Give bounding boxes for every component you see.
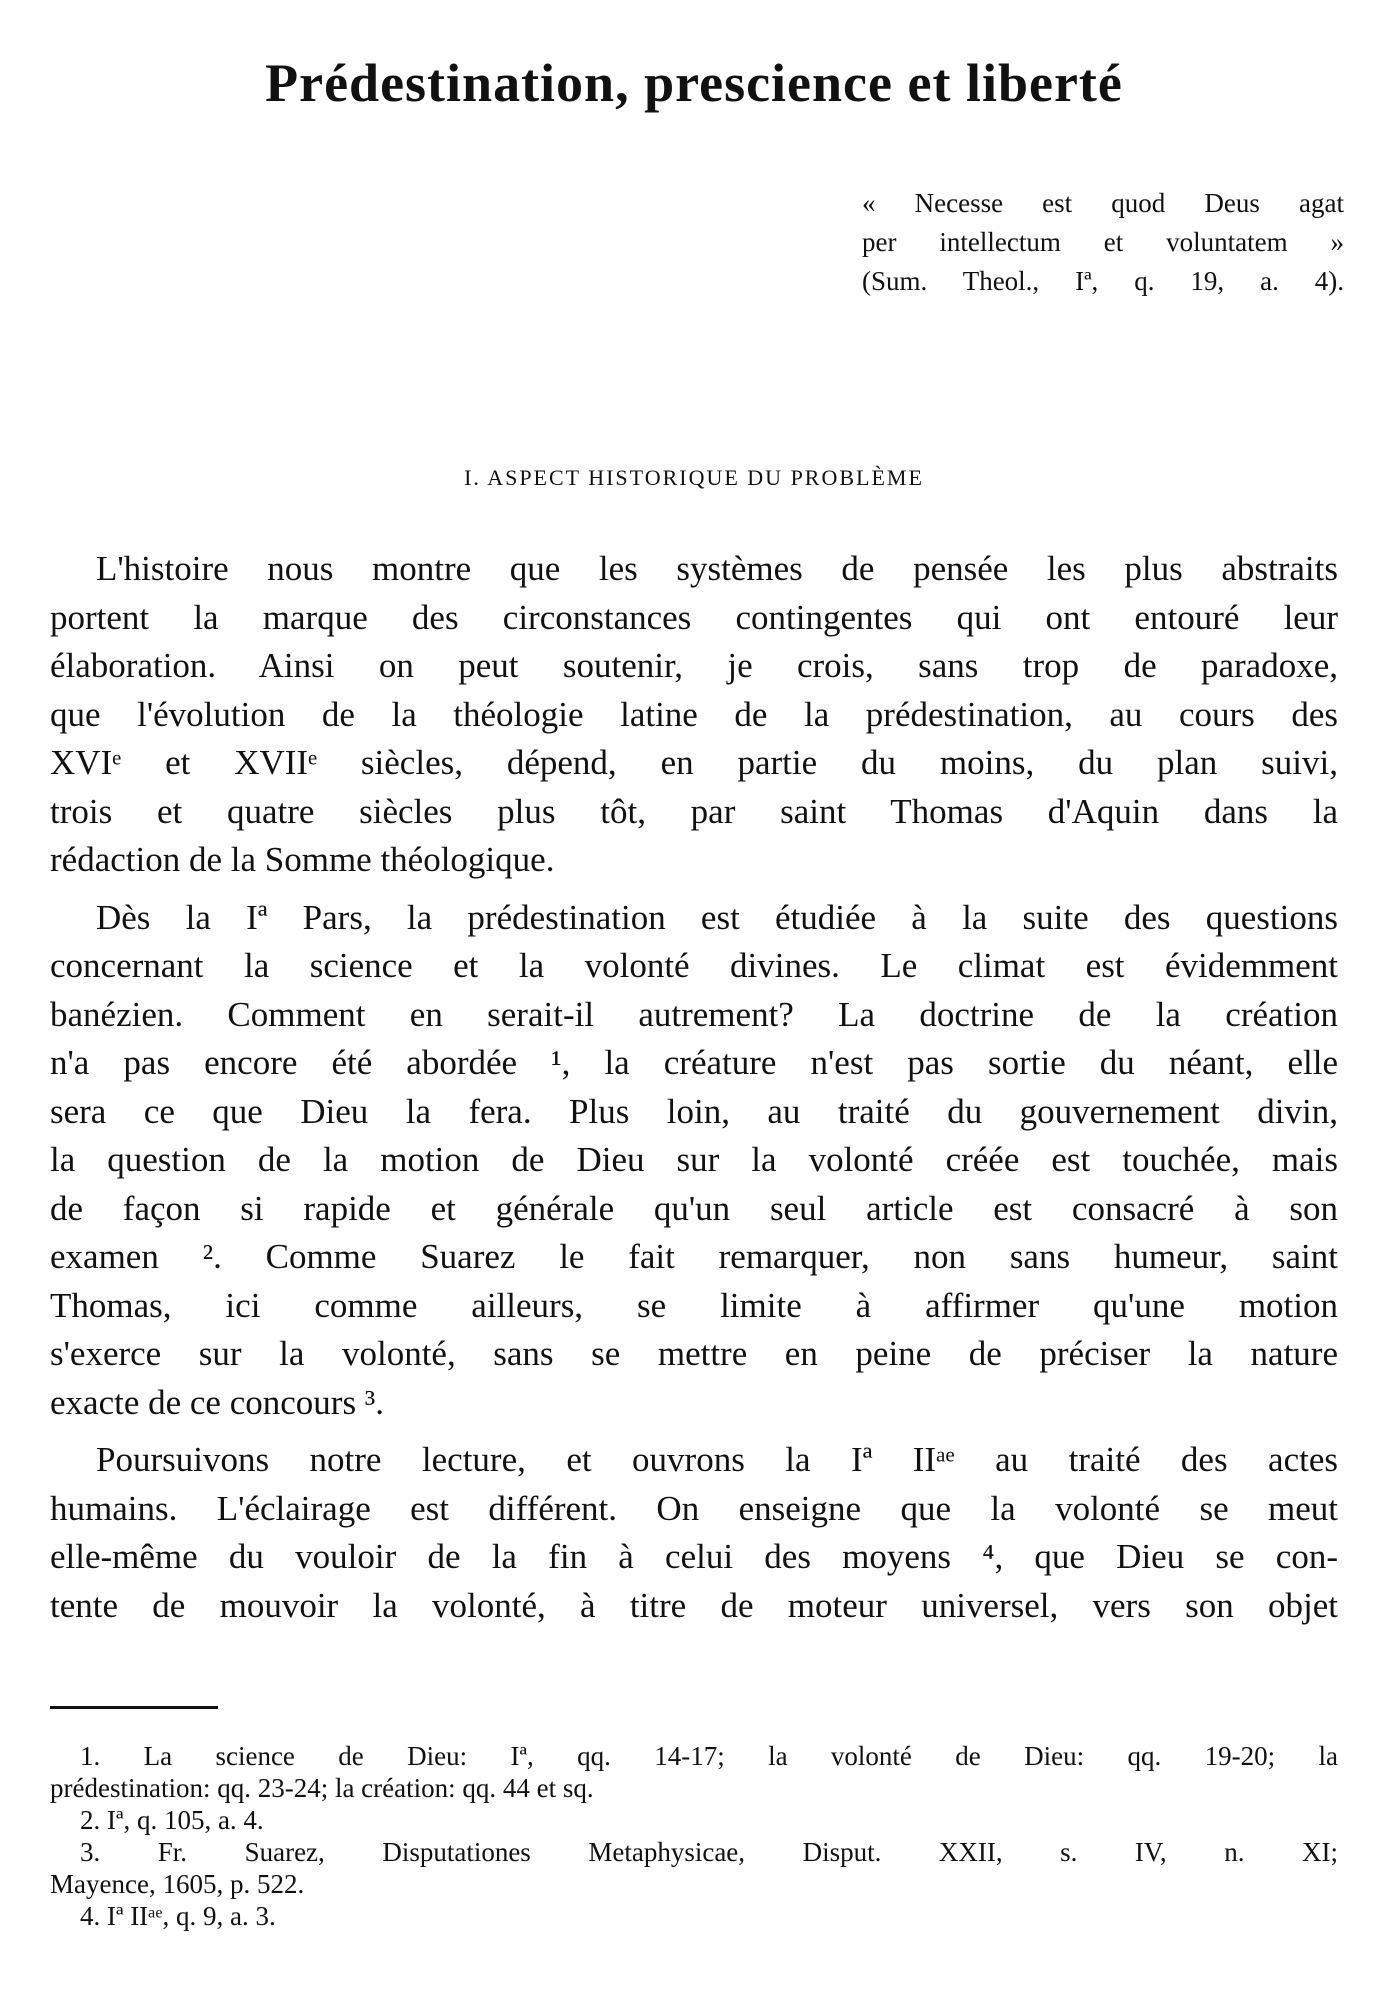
footnote-1 — [50, 1740, 1338, 1804]
article-body — [50, 545, 1338, 1639]
text-line: examen ². Comme Suarez le fait remarquer, non sans humeur, saint — [50, 1237, 1338, 1276]
text-line: rédaction de la Somme théologique. — [50, 840, 555, 879]
text-line: élaboration. Ainsi on peut soutenir, je crois, sans trop de paradoxe, — [50, 646, 1338, 685]
text-line: n'a pas encore été abordée ¹, la créature n'est pas sortie du néant, elle — [50, 1043, 1338, 1082]
paragraph-2 — [50, 894, 1338, 1428]
text-line: tente de mouvoir la volonté, à titre de moteur universel, vers son objet — [50, 1585, 1338, 1625]
footnote-divider — [50, 1706, 218, 1709]
footnote-line: 4. Iª IIᵃᵉ, q. 9, a. 3. — [80, 1901, 276, 1931]
footnote-line: 1. La science de Dieu: Iª, qq. 14-17; la volonté de Dieu: qq. 19-20; la — [80, 1741, 1338, 1771]
footnote-line: Mayence, 1605, p. 522. — [50, 1869, 305, 1899]
footnote-line: 2. Iª, q. 105, a. 4. — [80, 1805, 264, 1835]
footnote-4 — [50, 1900, 1338, 1932]
text-line: exacte de ce concours ³. — [50, 1382, 385, 1422]
text-line: que l'évolution de la théologie latine de la prédestination, au cours des — [50, 694, 1338, 734]
text-line: XVIᵉ et XVIIᵉ siècles, dépend, en partie du moins, du plan suivi, — [50, 743, 1338, 782]
text-line: portent la marque des circonstances contingentes qui ont entouré leur — [50, 597, 1338, 637]
text-line: la question de la motion de Dieu sur la volonté créée est touchée, mais — [50, 1140, 1338, 1179]
text-line: sera ce que Dieu la fera. Plus loin, au traité du gouvernement divin, — [50, 1091, 1338, 1131]
footnote-3 — [50, 1836, 1338, 1900]
footnote-line: prédestination: qq. 23-24; la création: qq. 44 et sq. — [50, 1773, 594, 1803]
text-line: L'histoire nous montre que les systèmes de pensée les plus abstraits — [96, 549, 1338, 588]
text-line: humains. L'éclairage est différent. On enseigne que la volonté se meut — [50, 1488, 1338, 1528]
footnote-2 — [50, 1804, 1338, 1836]
footnote-line: 3. Fr. Suarez, Disputationes Metaphysicae, Disput. XXII, s. IV, n. XI; — [80, 1837, 1338, 1867]
paragraph-1 — [50, 545, 1338, 885]
text-line: elle-même du vouloir de la fin à celui des moyens ⁴, que Dieu se con- — [50, 1537, 1338, 1576]
text-line: de façon si rapide et générale qu'un seul article est consacré à son — [50, 1188, 1338, 1228]
text-line: trois et quatre siècles plus tôt, par saint Thomas d'Aquin dans la — [50, 791, 1338, 831]
text-line: Poursuivons notre lecture, et ouvrons la Iª IIᵃᵉ au traité des actes — [96, 1440, 1338, 1479]
paragraph-3 — [50, 1436, 1338, 1630]
epigraph-line: « Necesse est quod Deus agat — [862, 188, 1344, 218]
text-line: Thomas, ici comme ailleurs, se limite à affirmer qu'une motion — [50, 1285, 1338, 1325]
epigraph-citation: (Sum. Theol., Iª, q. 19, a. 4). — [862, 266, 1344, 296]
footnotes — [50, 1740, 1338, 1932]
epigraph-line: per intellectum et voluntatem » — [862, 227, 1344, 257]
section-heading: I. ASPECT HISTORIQUE DU PROBLÈME — [464, 465, 924, 490]
text-line: Dès la Iª Pars, la prédestination est étudiée à la suite des questions — [96, 897, 1338, 937]
article-title: Prédestination, prescience et liberté — [265, 53, 1123, 113]
text-line: concernant la science et la volonté divines. Le climat est évidemment — [50, 946, 1338, 985]
epigraph — [862, 184, 1344, 301]
text-line: banézien. Comment en serait-il autrement? La doctrine de la création — [50, 994, 1338, 1034]
text-line: s'exerce sur la volonté, sans se mettre en peine de préciser la nature — [50, 1334, 1338, 1373]
